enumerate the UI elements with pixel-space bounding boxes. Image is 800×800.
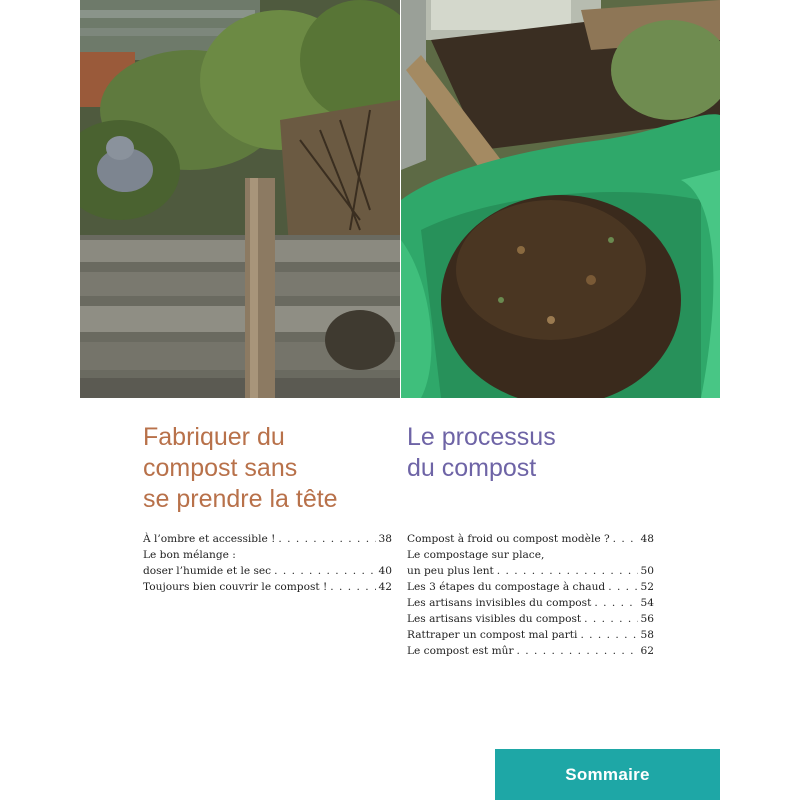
toc-leader-dots xyxy=(584,611,637,627)
toc-entry-label: Toujours bien couvrir le compost ! xyxy=(143,581,328,593)
compost-heap-photo xyxy=(401,0,720,398)
toc-entry[interactable] xyxy=(407,547,654,563)
compost-heap-on-green-tarp-photo-icon xyxy=(401,0,720,398)
garden-compost-bin-with-cat-photo-icon xyxy=(80,0,400,398)
toc-leader-dots xyxy=(497,563,638,579)
toc-entry[interactable] xyxy=(407,643,654,659)
toc-entry[interactable] xyxy=(407,611,654,627)
toc-entry-page: 52 xyxy=(640,581,654,593)
toc-leader-dots xyxy=(278,531,375,547)
toc-entry[interactable] xyxy=(143,579,392,595)
toc-entry-page: 38 xyxy=(378,533,392,545)
toc-entry-page: 40 xyxy=(378,565,392,577)
toc-entry-label: Les artisans visibles du compost xyxy=(407,613,582,625)
toc-entry-label: À l’ombre et accessible ! xyxy=(143,533,276,545)
toc-leader-dots xyxy=(517,643,638,659)
garden-compost-bin-photo xyxy=(80,0,400,398)
toc-leader-dots xyxy=(594,595,637,611)
toc-entry-label: Rattraper un compost mal parti xyxy=(407,629,578,641)
toc-entry[interactable] xyxy=(407,627,654,643)
toc-entry-label: Le compostage sur place, xyxy=(407,549,545,561)
toc-entry-page: 62 xyxy=(640,645,654,657)
section-title-compost-making: Fabriquer du compost sans se prendre la tête xyxy=(143,423,338,513)
toc-entry-label: Les artisans invisibles du compost xyxy=(407,597,592,609)
toc-entry-label: doser l’humide et le sec xyxy=(143,565,272,577)
toc-leader-dots xyxy=(608,579,637,595)
toc-entry-label: Le bon mélange : xyxy=(143,549,236,561)
toc-entry-page: 56 xyxy=(640,613,654,625)
toc-entry-page: 42 xyxy=(378,581,392,593)
toc-entry[interactable] xyxy=(407,579,654,595)
toc-entry-page: 48 xyxy=(640,533,654,545)
toc-entry-label: Compost à froid ou compost modèle ? xyxy=(407,533,610,545)
section-title-compost-process: Le processus du compost xyxy=(407,423,556,482)
toc-entry-label: Les 3 étapes du compostage à chaud xyxy=(407,581,606,593)
toc-entry-label: Le compost est mûr xyxy=(407,645,514,657)
toc-list-compost-making xyxy=(143,531,392,595)
toc-entry-page: 50 xyxy=(640,565,654,577)
toc-entry[interactable] xyxy=(407,595,654,611)
toc-entry-page: 54 xyxy=(640,597,654,609)
toc-leader-dots xyxy=(274,563,375,579)
toc-entry[interactable] xyxy=(407,563,654,579)
toc-entry-label: un peu plus lent xyxy=(407,565,494,577)
toc-entry[interactable] xyxy=(143,547,392,563)
toc-entry[interactable] xyxy=(143,563,392,579)
toc-leader-dots xyxy=(613,531,638,547)
sommaire-tab[interactable]: Sommaire xyxy=(495,749,720,800)
toc-list-compost-process xyxy=(407,531,654,659)
toc-entry[interactable] xyxy=(407,531,654,547)
toc-entry[interactable] xyxy=(143,531,392,547)
toc-leader-dots xyxy=(580,627,637,643)
toc-entry-page: 58 xyxy=(640,629,654,641)
toc-leader-dots xyxy=(330,579,375,595)
